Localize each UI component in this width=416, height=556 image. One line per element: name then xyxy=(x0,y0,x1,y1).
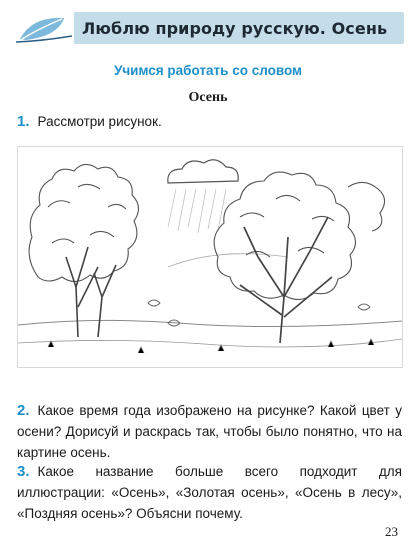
lesson-subtitle: Осень xyxy=(188,90,228,105)
section-title: Учимся работать со словом xyxy=(113,63,303,78)
task-text: Какое время года изображено на рисунке? Какой цвет у осени? Дорисуй и раскрась так, чтобы было понятно, что на картине осень. xyxy=(17,403,402,460)
trees-drawing xyxy=(18,147,402,367)
chapter-title: Люблю природу русскую. Осень xyxy=(82,18,388,38)
page-number: 23 xyxy=(385,524,398,539)
task-number: 3. xyxy=(17,463,30,480)
task-2 xyxy=(17,400,402,463)
task-text: Рассмотри рисунок. xyxy=(37,114,162,129)
task-text: Какое название больше всего подходит для иллюстрации: «Осень», «Золотая осень», «Осень в лесу», «Поздняя осень»? Объясни почему. xyxy=(17,464,402,521)
task-number: 2. xyxy=(17,402,30,419)
header-icon-box xyxy=(12,12,74,44)
autumn-trees-illustration xyxy=(17,146,403,368)
leaf-icon xyxy=(12,12,74,44)
task-1 xyxy=(17,111,402,132)
chapter-header xyxy=(12,12,404,44)
task-number: 1. xyxy=(17,113,30,130)
header-title-box xyxy=(74,12,404,44)
task-3 xyxy=(17,461,402,524)
